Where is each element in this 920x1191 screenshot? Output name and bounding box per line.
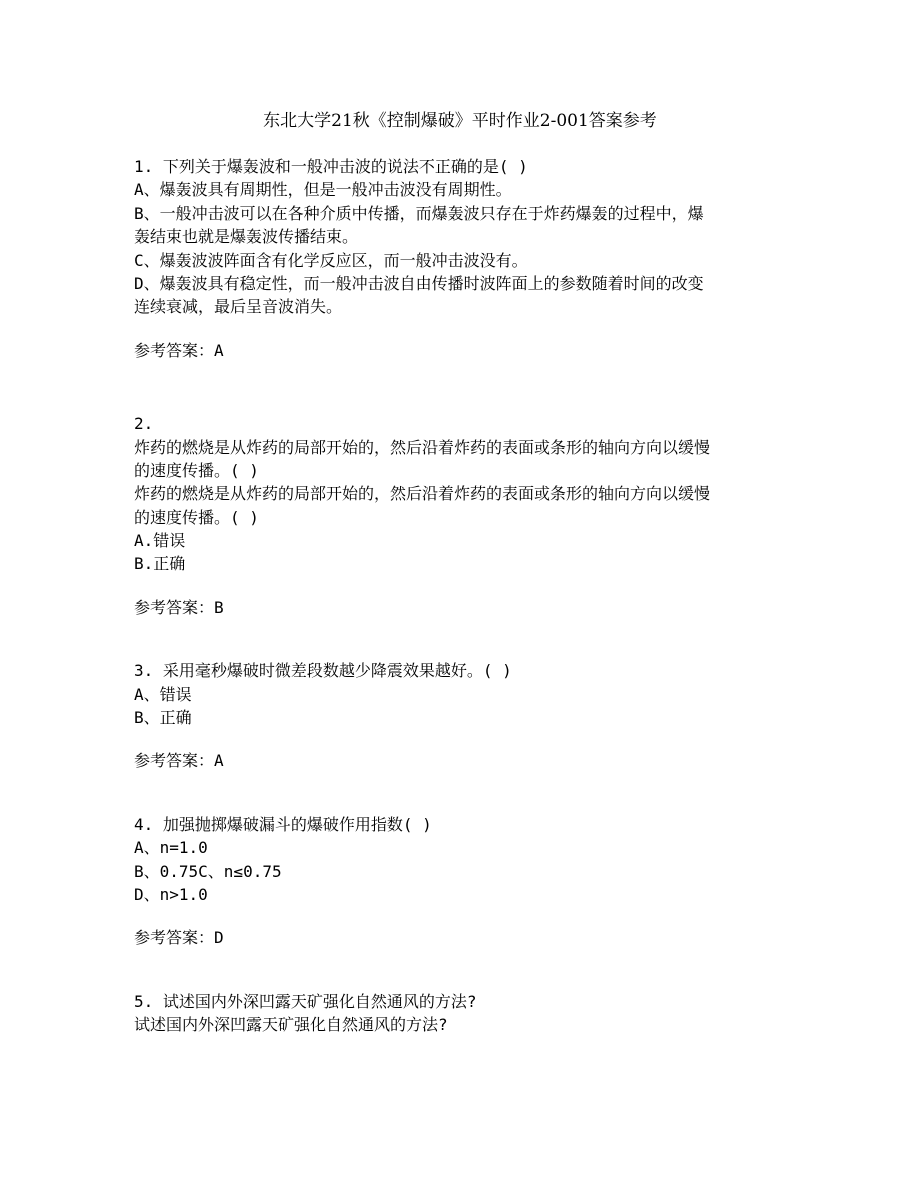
question-3 <box>134 659 794 773</box>
answer-text: 参考答案：A <box>134 751 224 771</box>
question-option: 连续衰减，最后呈音波消失。 <box>134 297 343 317</box>
question-option: A、错误 <box>134 684 192 704</box>
answer-text: 参考答案：B <box>134 597 224 617</box>
question-2 <box>134 412 794 619</box>
question-stem: 炸药的燃烧是从炸药的局部开始的，然后沿着炸药的表面或条形的轴向方向以缓慢 <box>134 437 711 457</box>
question-stem: 的速度传播。( ) <box>134 460 259 480</box>
question-option: C、爆轰波波阵面含有化学反应区，而一般冲击波没有。 <box>134 250 528 270</box>
question-stem: 4. 加强抛掷爆破漏斗的爆破作用指数( ) <box>134 814 432 834</box>
question-option: B、0.75C、n≤0.75 <box>134 861 282 881</box>
question-option: B、正确 <box>134 708 192 728</box>
question-4 <box>134 813 794 950</box>
question-option: B.正确 <box>134 554 186 574</box>
document-title: 东北大学21秋《控制爆破》平时作业2-001答案参考 <box>263 111 657 131</box>
question-stem: 5. 试述国内外深凹露天矿强化自然通风的方法? <box>134 991 477 1011</box>
question-stem: 试述国内外深凹露天矿强化自然通风的方法? <box>134 1015 448 1035</box>
question-option: A.错误 <box>134 531 186 551</box>
question-stem: 2. <box>134 414 154 434</box>
answer-text: 参考答案：A <box>134 340 224 360</box>
document-body <box>134 155 794 1037</box>
question-5 <box>134 990 794 1037</box>
question-stem: 3. 采用毫秒爆破时微差段数越少降震效果越好。( ) <box>134 661 512 681</box>
question-option: D、爆轰波具有稳定性，而一般冲击波自由传播时波阵面上的参数随着时间的改变 <box>134 273 704 293</box>
question-option: A、爆轰波具有周期性，但是一般冲击波没有周期性。 <box>134 180 512 200</box>
question-1 <box>134 155 794 362</box>
question-stem: 的速度传播。( ) <box>134 507 259 527</box>
question-stem: 炸药的燃烧是从炸药的局部开始的，然后沿着炸药的表面或条形的轴向方向以缓慢 <box>134 484 711 504</box>
question-option: A、n=1.0 <box>134 838 208 858</box>
question-option: 轰结束也就是爆轰波传播结束。 <box>134 227 359 247</box>
answer-text: 参考答案：D <box>134 928 224 948</box>
question-option: D、n>1.0 <box>134 884 208 904</box>
question-stem: 1. 下列关于爆轰波和一般冲击波的说法不正确的是( ) <box>134 157 528 176</box>
question-option: B、一般冲击波可以在各种介质中传播，而爆轰波只存在于炸药爆轰的过程中，爆 <box>134 203 704 223</box>
